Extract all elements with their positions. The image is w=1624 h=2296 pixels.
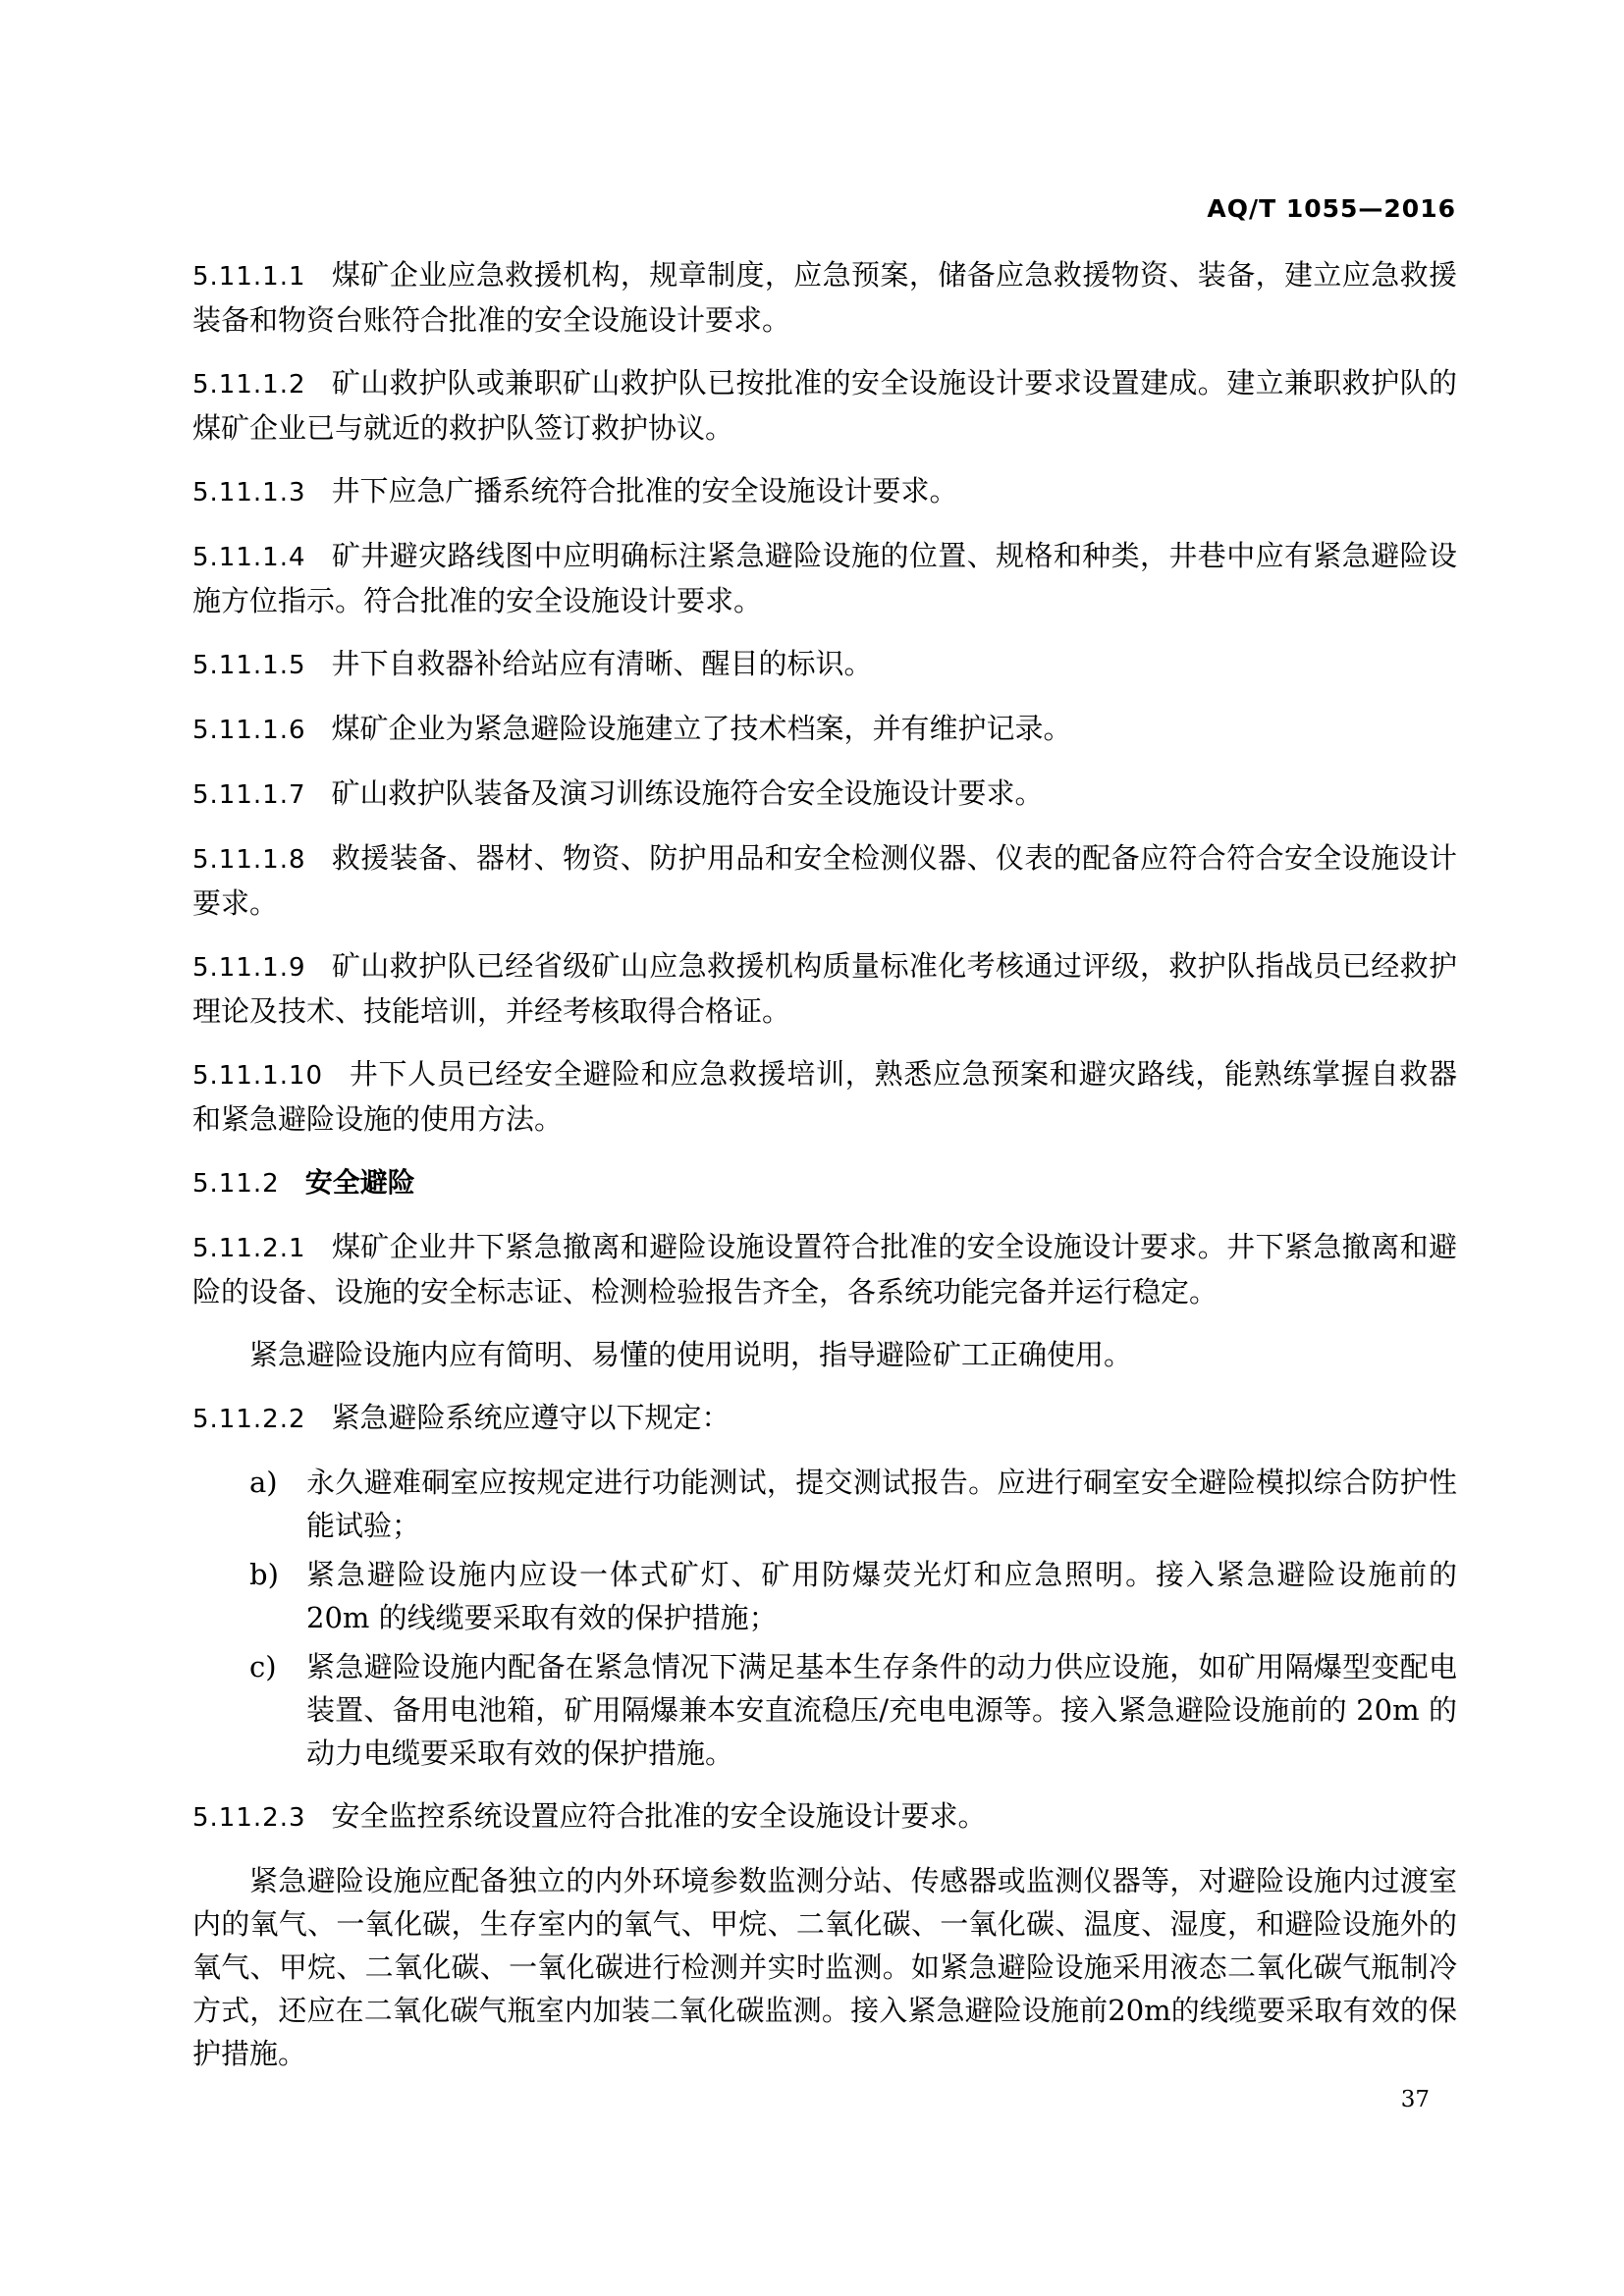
clause-text: 矿井避灾路线图中应明确标注紧急避险设施的位置、规格和种类，井巷中应有紧急避险设施方位指示。符合批准的安全设施设计要求。 [192, 539, 1457, 617]
clause-5-11-1-1 [192, 253, 1457, 342]
clause-text: 矿山救护队或兼职矿山救护队已按批准的安全设施设计要求设置建成。建立兼职救护队的煤矿企业已与就近的救护队签订救护协议。 [192, 366, 1457, 445]
list-item-c [192, 1645, 1457, 1775]
clause-5-11-1-3 [192, 469, 1457, 514]
list-marker: c) [249, 1650, 277, 1683]
document-body [192, 253, 1457, 2095]
clause-text: 救援装备、器材、物资、防护用品和安全检测仪器、仪表的配备应符合符合安全设施设计要求。 [192, 841, 1457, 920]
clause-5-11-1-8 [192, 836, 1457, 925]
clause-number: 5.11.2.3 [192, 1803, 306, 1833]
section-heading-5-11-2 [192, 1160, 1457, 1205]
clause-number: 5.11.1.2 [192, 370, 306, 400]
page-number: 37 [1400, 2087, 1430, 2112]
clause-5-11-2-3-note: 紧急避险设施应配备独立的内外环境参数监测分站、传感器或监测仪器等，对避险设施内过渡室内的氧气、一氧化碳，生存室内的氧气、甲烷、二氧化碳、一氧化碳、温度、湿度，和避险设施外的氧气、甲烷、二氧化碳、一氧化碳进行检测并实时监测。如紧急避险设施采用液态二氧化碳气瓶制冷方式，还应在二氧化碳气瓶室内加装二氧化碳监测。接入紧急避险设施前20m的线缆要采取有效的保护措施。 [192, 1864, 1457, 2070]
clause-number: 5.11.1.8 [192, 845, 306, 875]
list-item-text: 紧急避险设施内配备在紧急情况下满足基本生存条件的动力供应设施，如矿用隔爆型变配电装置、备用电池箱，矿用隔爆兼本安直流稳压/充电电源等。接入紧急避险设施前的 20m 的动力电缆要采取有效的保护措施。 [306, 1650, 1457, 1770]
list-item-text: 紧急避险设施内应设一体式矿灯、矿用防爆荧光灯和应急照明。接入紧急避险设施前的 20m 的线缆要采取有效的保护措施； [306, 1558, 1457, 1634]
clause-5-11-2-1 [192, 1225, 1457, 1313]
section-title: 安全避险 [304, 1166, 415, 1199]
clause-5-11-1-5 [192, 642, 1457, 687]
clause-text: 煤矿企业为紧急避险设施建立了技术档案，并有维护记录。 [331, 712, 1072, 745]
clause-5-11-2-3 [192, 1794, 1457, 1840]
clause-number: 5.11.2.2 [192, 1405, 306, 1434]
clause-text: 矿山救护队已经省级矿山应急救援机构质量标准化考核通过评级，救护队指战员已经救护理论及技术、技能培训，并经考核取得合格证。 [192, 949, 1457, 1028]
clause-number: 5.11.1.4 [192, 543, 306, 572]
clause-number: 5.11.1.3 [192, 478, 306, 507]
section-number: 5.11.2 [192, 1169, 280, 1199]
clause-5-11-1-9 [192, 944, 1457, 1033]
list-item-text: 永久避难硐室应按规定进行功能测试，提交测试报告。应进行硐室安全避险模拟综合防护性能试验； [306, 1466, 1457, 1542]
clause-text: 井下应急广播系统符合批准的安全设施设计要求。 [331, 474, 958, 507]
clause-5-11-1-7 [192, 772, 1457, 817]
standard-code: AQ/T 1055—2016 [1207, 194, 1456, 223]
clause-text: 井下人员已经安全避险和应急救援培训，熟悉应急预案和避灾路线，能熟练掌握自救器和紧急避险设施的使用方法。 [192, 1057, 1457, 1136]
clause-number: 5.11.2.1 [192, 1234, 306, 1263]
list-item-a [192, 1461, 1457, 1547]
clause-text: 井下自救器补给站应有清晰、醒目的标识。 [331, 647, 873, 680]
clause-text: 煤矿企业应急救援机构，规章制度，应急预案，储备应急救援物资、装备，建立应急救援装备和物资台账符合批准的安全设施设计要求。 [192, 258, 1457, 337]
clause-number: 5.11.1.1 [192, 262, 306, 292]
clause-5-11-2-1-note: 紧急避险设施内应有简明、易懂的使用说明，指导避险矿工正确使用。 [249, 1338, 1133, 1371]
clause-number: 5.11.1.10 [192, 1061, 324, 1091]
clause-number: 5.11.1.9 [192, 953, 306, 983]
clause-number: 5.11.1.6 [192, 716, 306, 745]
clause-text: 矿山救护队装备及演习训练设施符合安全设施设计要求。 [331, 776, 1044, 810]
clause-number: 5.11.1.5 [192, 651, 306, 680]
clause-5-11-1-4 [192, 534, 1457, 622]
list-marker: a) [249, 1466, 278, 1499]
clause-5-11-1-6 [192, 707, 1457, 752]
clause-text: 煤矿企业井下紧急撤离和避险设施设置符合批准的安全设施设计要求。井下紧急撤离和避险的设备、设施的安全标志证、检测检验报告齐全，各系统功能完备并运行稳定。 [192, 1230, 1457, 1308]
requirements-list [192, 1461, 1457, 1775]
clause-5-11-2-2 [192, 1396, 1457, 1441]
clause-5-11-1-10 [192, 1052, 1457, 1141]
clause-5-11-1-2 [192, 361, 1457, 450]
list-item-b [192, 1553, 1457, 1639]
clause-text: 紧急避险系统应遵守以下规定： [331, 1401, 731, 1434]
list-marker: b) [249, 1558, 279, 1591]
clause-number: 5.11.1.7 [192, 780, 306, 810]
clause-text: 安全监控系统设置应符合批准的安全设施设计要求。 [331, 1799, 987, 1833]
